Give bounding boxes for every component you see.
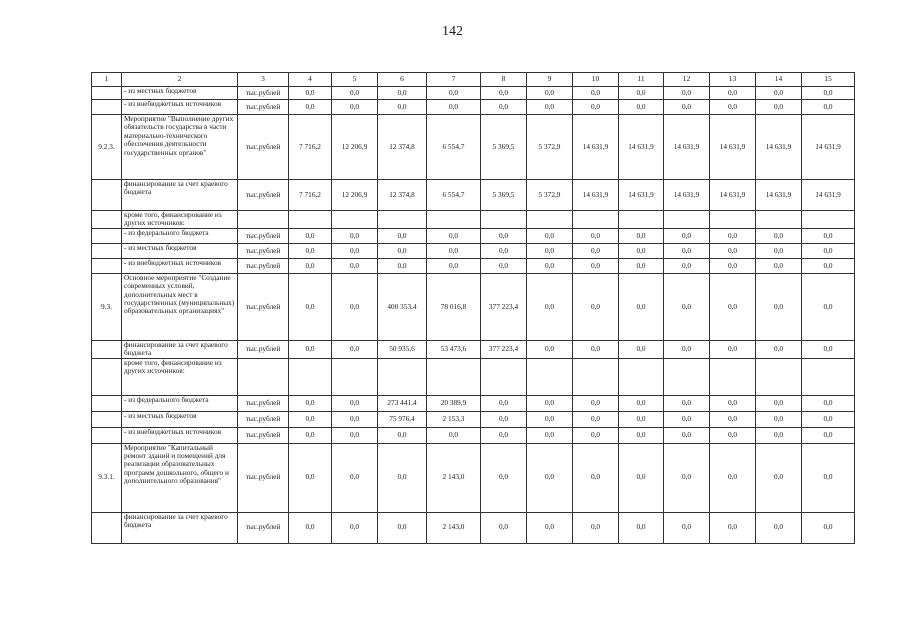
- row-unit-cell: [238, 211, 289, 229]
- row-value-cell: 5 372,9: [527, 115, 573, 180]
- row-value-cell: 0,0: [332, 512, 378, 543]
- row-value-cell: 0,0: [756, 228, 802, 243]
- row-value-cell: 0,0: [332, 100, 378, 115]
- row-value-cell: [481, 358, 527, 395]
- row-value-cell: 0,0: [289, 443, 332, 512]
- row-code-cell: [92, 512, 122, 543]
- row-value-cell: [378, 211, 427, 229]
- table-row: [92, 228, 855, 243]
- row-value-cell: [619, 358, 664, 395]
- row-value-cell: 14 631,9: [573, 180, 619, 211]
- row-value-cell: [573, 211, 619, 229]
- row-value-cell: 0,0: [619, 395, 664, 411]
- row-value-cell: 0,0: [332, 340, 378, 358]
- column-header-9: 9: [527, 73, 573, 87]
- row-value-cell: 7 716,2: [289, 180, 332, 211]
- row-value-cell: 0,0: [332, 395, 378, 411]
- row-value-cell: 0,0: [710, 273, 756, 340]
- row-value-cell: 0,0: [619, 258, 664, 273]
- row-value-cell: 0,0: [573, 258, 619, 273]
- row-value-cell: 0,0: [756, 512, 802, 543]
- row-value-cell: [378, 358, 427, 395]
- row-value-cell: [802, 211, 855, 229]
- row-value-cell: [664, 358, 710, 395]
- row-value-cell: 14 631,9: [756, 180, 802, 211]
- row-name-cell: - из местных бюджетов: [122, 411, 238, 427]
- row-value-cell: 0,0: [802, 443, 855, 512]
- row-value-cell: 14 631,9: [710, 180, 756, 211]
- row-value-cell: 0,0: [664, 243, 710, 258]
- row-value-cell: 0,0: [573, 243, 619, 258]
- row-value-cell: 0,0: [427, 427, 481, 443]
- row-value-cell: 0,0: [527, 427, 573, 443]
- row-code-cell: [92, 228, 122, 243]
- row-value-cell: 0,0: [332, 427, 378, 443]
- page-number: 142: [442, 24, 463, 39]
- row-value-cell: [527, 211, 573, 229]
- column-header-2: 2: [122, 73, 238, 87]
- table-row: [92, 358, 855, 395]
- row-code-cell: [92, 180, 122, 211]
- row-value-cell: 0,0: [664, 340, 710, 358]
- row-value-cell: 0,0: [756, 87, 802, 100]
- table-row: [92, 211, 855, 229]
- row-value-cell: 0,0: [710, 228, 756, 243]
- row-code-cell: [92, 340, 122, 358]
- row-value-cell: 12 206,9: [332, 115, 378, 180]
- row-name-cell: - из внебюджетных источников: [122, 258, 238, 273]
- row-value-cell: 0,0: [527, 258, 573, 273]
- row-value-cell: 0,0: [710, 340, 756, 358]
- column-header-11: 11: [619, 73, 664, 87]
- row-value-cell: 0,0: [710, 243, 756, 258]
- row-value-cell: 0,0: [619, 87, 664, 100]
- row-value-cell: 0,0: [427, 243, 481, 258]
- row-value-cell: 377 223,4: [481, 340, 527, 358]
- row-value-cell: 0,0: [378, 443, 427, 512]
- row-name-cell: - из внебюджетных источников: [122, 100, 238, 115]
- row-value-cell: 0,0: [802, 100, 855, 115]
- row-name-cell: кроме того, финансирование из других источников:: [122, 358, 238, 395]
- row-value-cell: [427, 211, 481, 229]
- table-row: [92, 87, 855, 100]
- column-header-7: 7: [427, 73, 481, 87]
- table-row: [92, 340, 855, 358]
- row-value-cell: [710, 358, 756, 395]
- row-value-cell: 0,0: [619, 512, 664, 543]
- row-value-cell: 0,0: [756, 100, 802, 115]
- row-code-cell: [92, 243, 122, 258]
- row-unit-cell: тыс.рублей: [238, 427, 289, 443]
- column-header-13: 13: [710, 73, 756, 87]
- row-value-cell: 0,0: [756, 243, 802, 258]
- row-value-cell: 0,0: [527, 100, 573, 115]
- row-value-cell: 14 631,9: [664, 180, 710, 211]
- row-value-cell: 75 976,4: [378, 411, 427, 427]
- row-code-cell: 9.2.3.: [92, 115, 122, 180]
- row-value-cell: 14 631,9: [664, 115, 710, 180]
- table-row: [92, 411, 855, 427]
- row-value-cell: 0,0: [802, 87, 855, 100]
- row-value-cell: 0,0: [378, 100, 427, 115]
- row-value-cell: 0,0: [664, 273, 710, 340]
- row-name-cell: - из местных бюджетов: [122, 87, 238, 100]
- column-header-12: 12: [664, 73, 710, 87]
- table-row: [92, 443, 855, 512]
- row-value-cell: 50 935,6: [378, 340, 427, 358]
- row-value-cell: 0,0: [289, 512, 332, 543]
- row-value-cell: 0,0: [756, 443, 802, 512]
- table-row: [92, 395, 855, 411]
- row-value-cell: 0,0: [573, 87, 619, 100]
- row-value-cell: 0,0: [802, 411, 855, 427]
- row-value-cell: 0,0: [802, 340, 855, 358]
- column-header-4: 4: [289, 73, 332, 87]
- row-value-cell: 0,0: [427, 87, 481, 100]
- row-unit-cell: тыс.рублей: [238, 258, 289, 273]
- row-value-cell: 0,0: [573, 395, 619, 411]
- row-value-cell: 2 153,3: [427, 411, 481, 427]
- row-value-cell: 0,0: [664, 411, 710, 427]
- row-value-cell: [481, 211, 527, 229]
- row-unit-cell: тыс.рублей: [238, 180, 289, 211]
- row-value-cell: 6 554,7: [427, 115, 481, 180]
- row-value-cell: 0,0: [710, 427, 756, 443]
- row-value-cell: [573, 358, 619, 395]
- row-value-cell: 0,0: [619, 243, 664, 258]
- column-header-8: 8: [481, 73, 527, 87]
- row-value-cell: 0,0: [289, 87, 332, 100]
- row-value-cell: 53 473,6: [427, 340, 481, 358]
- row-value-cell: 0,0: [710, 411, 756, 427]
- row-code-cell: [92, 395, 122, 411]
- row-value-cell: 0,0: [710, 395, 756, 411]
- row-name-cell: финансирование за счет краевого бюджета: [122, 512, 238, 543]
- row-code-cell: [92, 211, 122, 229]
- row-value-cell: 0,0: [378, 512, 427, 543]
- budget-table: [91, 72, 855, 544]
- row-value-cell: 78 016,8: [427, 273, 481, 340]
- row-value-cell: 5 369,5: [481, 180, 527, 211]
- row-value-cell: 400 353,4: [378, 273, 427, 340]
- row-value-cell: 0,0: [802, 512, 855, 543]
- row-value-cell: 0,0: [289, 411, 332, 427]
- row-unit-cell: тыс.рублей: [238, 100, 289, 115]
- table-row: [92, 115, 855, 180]
- row-value-cell: 0,0: [332, 87, 378, 100]
- row-code-cell: [92, 358, 122, 395]
- column-header-5: 5: [332, 73, 378, 87]
- row-value-cell: 0,0: [481, 87, 527, 100]
- row-value-cell: 0,0: [802, 228, 855, 243]
- row-value-cell: 0,0: [332, 228, 378, 243]
- row-value-cell: 0,0: [289, 427, 332, 443]
- row-value-cell: 0,0: [481, 100, 527, 115]
- row-value-cell: 0,0: [332, 273, 378, 340]
- row-value-cell: 0,0: [527, 273, 573, 340]
- row-name-cell: финансирование за счет краевого бюджета: [122, 180, 238, 211]
- row-name-cell: Основное мероприятие "Создание современных условий, дополнительных мест в государственных (муниципальных) образовательных организациях": [122, 273, 238, 340]
- row-value-cell: [619, 211, 664, 229]
- row-unit-cell: тыс.рублей: [238, 273, 289, 340]
- row-value-cell: 0,0: [664, 100, 710, 115]
- row-value-cell: 0,0: [664, 87, 710, 100]
- row-value-cell: 0,0: [481, 258, 527, 273]
- row-value-cell: 0,0: [619, 411, 664, 427]
- row-value-cell: 0,0: [573, 411, 619, 427]
- column-header-3: 3: [238, 73, 289, 87]
- row-value-cell: 0,0: [527, 228, 573, 243]
- row-value-cell: 14 631,9: [710, 115, 756, 180]
- column-header-14: 14: [756, 73, 802, 87]
- row-value-cell: 0,0: [710, 100, 756, 115]
- row-value-cell: 273 441,4: [378, 395, 427, 411]
- row-unit-cell: тыс.рублей: [238, 443, 289, 512]
- row-unit-cell: тыс.рублей: [238, 512, 289, 543]
- row-value-cell: 14 631,9: [619, 115, 664, 180]
- column-header-1: 1: [92, 73, 122, 87]
- row-value-cell: 0,0: [710, 258, 756, 273]
- row-value-cell: [710, 211, 756, 229]
- row-value-cell: 0,0: [756, 411, 802, 427]
- row-value-cell: [756, 358, 802, 395]
- row-value-cell: 0,0: [710, 87, 756, 100]
- row-value-cell: 0,0: [289, 243, 332, 258]
- row-value-cell: 0,0: [664, 258, 710, 273]
- row-value-cell: [289, 358, 332, 395]
- row-value-cell: 0,0: [573, 228, 619, 243]
- row-value-cell: 12 374,8: [378, 115, 427, 180]
- table-header-row: [92, 73, 855, 87]
- column-header-10: 10: [573, 73, 619, 87]
- row-code-cell: [92, 411, 122, 427]
- row-value-cell: 0,0: [527, 243, 573, 258]
- row-value-cell: 20 389,9: [427, 395, 481, 411]
- row-value-cell: 0,0: [378, 87, 427, 100]
- row-value-cell: 0,0: [332, 443, 378, 512]
- row-value-cell: 0,0: [332, 243, 378, 258]
- row-value-cell: 0,0: [481, 411, 527, 427]
- row-value-cell: [756, 211, 802, 229]
- table-row: [92, 243, 855, 258]
- row-value-cell: 0,0: [756, 427, 802, 443]
- table-row: [92, 427, 855, 443]
- row-value-cell: 0,0: [427, 100, 481, 115]
- row-value-cell: 0,0: [527, 411, 573, 427]
- row-unit-cell: тыс.рублей: [238, 228, 289, 243]
- row-value-cell: 0,0: [289, 340, 332, 358]
- row-value-cell: 0,0: [289, 228, 332, 243]
- row-value-cell: 0,0: [527, 512, 573, 543]
- row-value-cell: 0,0: [573, 340, 619, 358]
- row-value-cell: 0,0: [756, 273, 802, 340]
- row-unit-cell: [238, 358, 289, 395]
- row-value-cell: 0,0: [481, 427, 527, 443]
- row-value-cell: 0,0: [619, 273, 664, 340]
- column-header-15: 15: [802, 73, 855, 87]
- row-value-cell: 7 716,2: [289, 115, 332, 180]
- row-value-cell: 0,0: [527, 443, 573, 512]
- row-value-cell: 0,0: [573, 443, 619, 512]
- row-value-cell: 0,0: [619, 340, 664, 358]
- row-name-cell: - из федерального бюджета: [122, 395, 238, 411]
- row-value-cell: 0,0: [527, 395, 573, 411]
- row-value-cell: [527, 358, 573, 395]
- row-unit-cell: тыс.рублей: [238, 395, 289, 411]
- row-unit-cell: тыс.рублей: [238, 87, 289, 100]
- row-value-cell: 0,0: [289, 258, 332, 273]
- row-value-cell: 0,0: [527, 87, 573, 100]
- row-value-cell: 14 631,9: [756, 115, 802, 180]
- row-value-cell: 2 143,0: [427, 443, 481, 512]
- row-value-cell: 5 369,5: [481, 115, 527, 180]
- row-code-cell: 9.3.1.: [92, 443, 122, 512]
- row-unit-cell: тыс.рублей: [238, 340, 289, 358]
- row-name-cell: Мероприятие "Выполнение других обязательств государства в части материально-технического обеспечения деятельности государственных органов": [122, 115, 238, 180]
- row-name-cell: - из местных бюджетов: [122, 243, 238, 258]
- row-value-cell: 0,0: [481, 443, 527, 512]
- row-value-cell: 0,0: [481, 395, 527, 411]
- row-value-cell: [427, 358, 481, 395]
- row-value-cell: 2 143,0: [427, 512, 481, 543]
- row-value-cell: 0,0: [289, 273, 332, 340]
- row-value-cell: [664, 211, 710, 229]
- row-unit-cell: тыс.рублей: [238, 243, 289, 258]
- row-value-cell: 0,0: [378, 427, 427, 443]
- row-value-cell: 0,0: [573, 273, 619, 340]
- row-value-cell: 0,0: [619, 427, 664, 443]
- row-value-cell: 5 372,9: [527, 180, 573, 211]
- row-value-cell: 0,0: [527, 340, 573, 358]
- row-value-cell: 0,0: [573, 100, 619, 115]
- row-value-cell: 0,0: [664, 395, 710, 411]
- row-value-cell: 0,0: [481, 512, 527, 543]
- row-name-cell: Мероприятие "Капитальный ремонт зданий и помещений для реализации образовательных программ дошкольного, общего и дополнительного образования": [122, 443, 238, 512]
- row-unit-cell: тыс.рублей: [238, 411, 289, 427]
- row-value-cell: 377 223,4: [481, 273, 527, 340]
- row-unit-cell: тыс.рублей: [238, 115, 289, 180]
- row-value-cell: 0,0: [664, 443, 710, 512]
- row-value-cell: 12 206,9: [332, 180, 378, 211]
- row-value-cell: [289, 211, 332, 229]
- table-row: [92, 258, 855, 273]
- row-value-cell: 0,0: [332, 258, 378, 273]
- row-code-cell: [92, 100, 122, 115]
- row-value-cell: 0,0: [664, 427, 710, 443]
- row-value-cell: 0,0: [289, 100, 332, 115]
- row-value-cell: 0,0: [378, 228, 427, 243]
- row-value-cell: 0,0: [619, 228, 664, 243]
- row-value-cell: 0,0: [802, 395, 855, 411]
- row-value-cell: 0,0: [481, 243, 527, 258]
- row-value-cell: 0,0: [289, 395, 332, 411]
- row-value-cell: 0,0: [664, 512, 710, 543]
- row-value-cell: 0,0: [332, 411, 378, 427]
- row-value-cell: 0,0: [378, 243, 427, 258]
- row-value-cell: 0,0: [802, 273, 855, 340]
- table-row: [92, 180, 855, 211]
- row-value-cell: [332, 358, 378, 395]
- row-name-cell: - из внебюджетных источников: [122, 427, 238, 443]
- row-name-cell: кроме того, финансирование из других источников:: [122, 211, 238, 229]
- row-name-cell: финансирование за счет краевого бюджета: [122, 340, 238, 358]
- table-row: [92, 100, 855, 115]
- row-code-cell: 9.3.: [92, 273, 122, 340]
- row-value-cell: 0,0: [710, 512, 756, 543]
- row-value-cell: 6 554,7: [427, 180, 481, 211]
- row-value-cell: 0,0: [427, 258, 481, 273]
- table-row: [92, 273, 855, 340]
- row-value-cell: 14 631,9: [573, 115, 619, 180]
- row-value-cell: 0,0: [756, 258, 802, 273]
- row-name-cell: - из федерального бюджета: [122, 228, 238, 243]
- row-value-cell: 0,0: [802, 258, 855, 273]
- row-value-cell: 0,0: [378, 258, 427, 273]
- row-value-cell: 12 374,8: [378, 180, 427, 211]
- row-value-cell: 14 631,9: [802, 180, 855, 211]
- row-value-cell: 0,0: [481, 228, 527, 243]
- row-value-cell: 0,0: [573, 512, 619, 543]
- column-header-6: 6: [378, 73, 427, 87]
- row-value-cell: 0,0: [756, 340, 802, 358]
- row-value-cell: 0,0: [619, 443, 664, 512]
- table-row: [92, 512, 855, 543]
- row-value-cell: 14 631,9: [802, 115, 855, 180]
- row-value-cell: 0,0: [710, 443, 756, 512]
- row-code-cell: [92, 427, 122, 443]
- row-value-cell: 0,0: [619, 100, 664, 115]
- row-value-cell: 0,0: [573, 427, 619, 443]
- row-code-cell: [92, 87, 122, 100]
- row-value-cell: 0,0: [802, 427, 855, 443]
- row-value-cell: 0,0: [802, 243, 855, 258]
- row-value-cell: [802, 358, 855, 395]
- row-value-cell: 0,0: [664, 228, 710, 243]
- row-value-cell: 14 631,9: [619, 180, 664, 211]
- row-value-cell: [332, 211, 378, 229]
- row-code-cell: [92, 258, 122, 273]
- row-value-cell: 0,0: [756, 395, 802, 411]
- row-value-cell: 0,0: [427, 228, 481, 243]
